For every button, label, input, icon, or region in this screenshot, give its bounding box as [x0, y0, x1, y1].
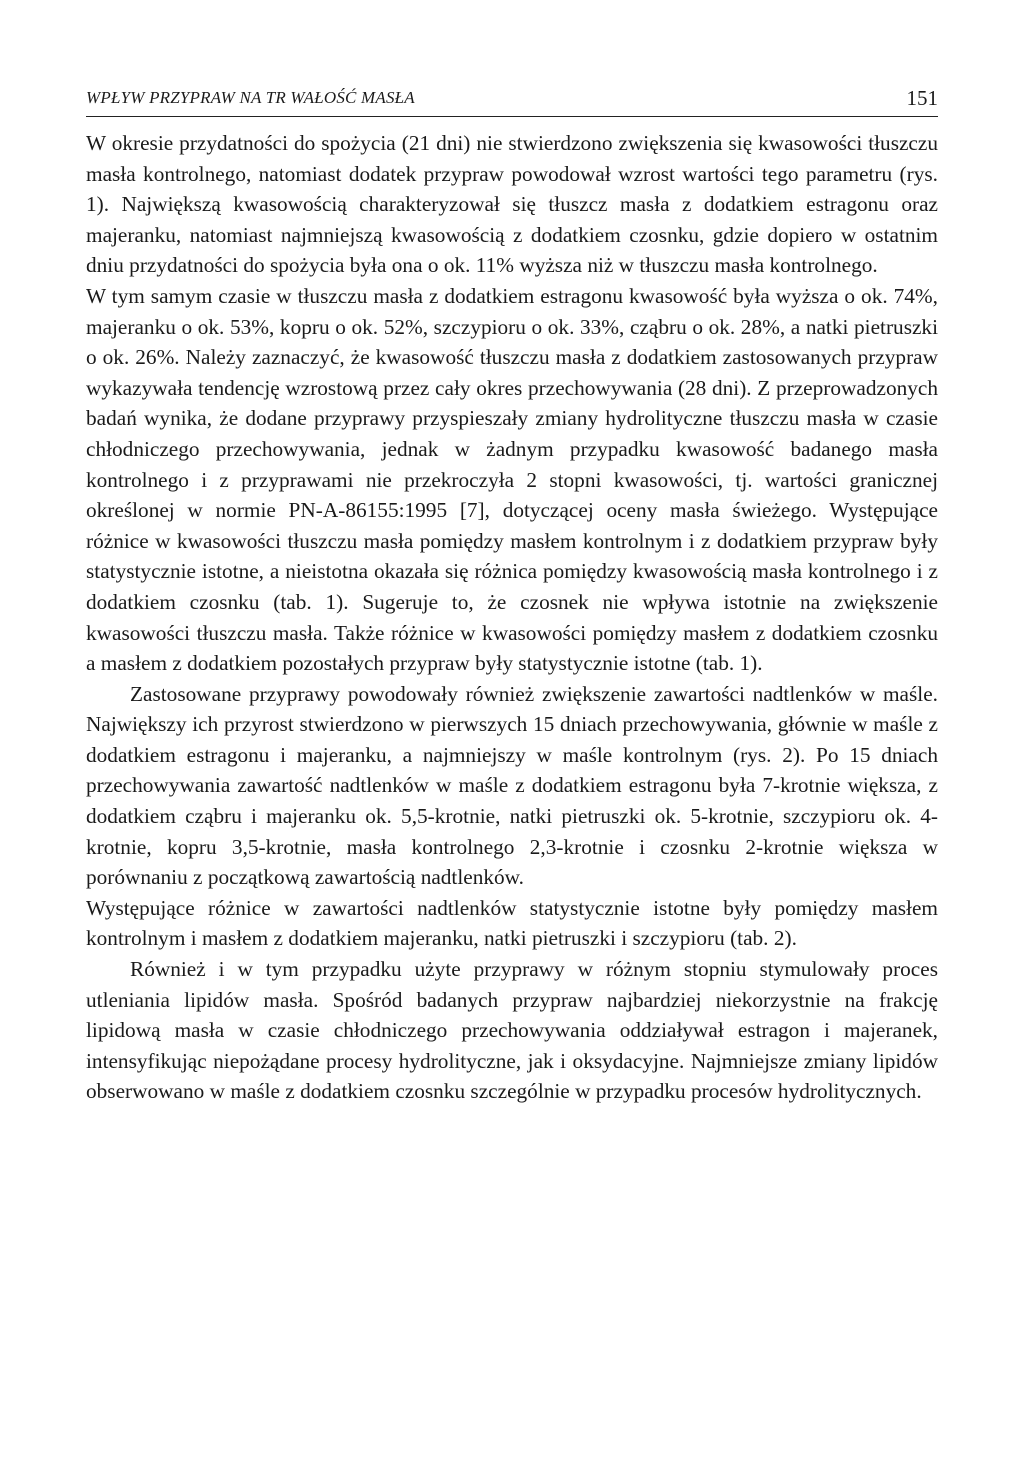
running-title: WPŁYW PRZYPRAW NA TR WAŁOŚĆ MASŁA — [86, 88, 415, 107]
page-number: 151 — [906, 86, 938, 110]
paragraph: Również i w tym przypadku użyte przyprawy w różnym stopniu stymulowały proces utleniania lipidów masła. Spośród badanych przypraw najbardziej niekorzystnie na frakcję lipidową masła w czasie chłodniczego przechowywania oddziaływał estragon i majeranek, intensyfikując niepożądane procesy hydrolityczne, jak i oksydacyjne. Najmniejsze zmiany lipidów obserwowano w maśle z dodatkiem czosnku szczególnie w przypadku procesów hydrolitycznych. — [86, 957, 938, 1104]
paragraph: W tym samym czasie w tłuszczu masła z dodatkiem estragonu kwasowość była wyższa o ok. 74%, majeranku o ok. 53%, kopru o ok. 52%, szczypioru o ok. 33%, cząbru o ok. 28%, a natki pietruszki o ok. 26%. Należy zaznaczyć, że kwasowość tłuszczu masła z dodatkiem zastosowanych przypraw wykazywała tendencję wzrostową przez cały okres przechowywania (28 dni). Z przeprowadzonych badań wynika, że dodane przyprawy przyspieszały zmiany hydrolityczne tłuszczu masła w czasie chłodniczego przechowywania, jednak w żadnym przypadku kwasowość badanego masła kontrolnego i z przyprawami nie przekroczyła 2 stopni kwasowości, tj. wartości granicznej określonej w normie PN-A-86155:1995 [7], dotyczącej oceny masła świeżego. Występujące różnice w kwasowości tłuszczu masła pomiędzy masłem kontrolnym i z dodatkiem przypraw były statystycznie istotne, a nieistotna okazała się różnica pomiędzy kwasowością masła kontrolnego i z dodatkiem czosnku (tab. 1). Sugeruje to, że czosnek nie wpływa istotnie na zwiększenie kwasowości tłuszczu masła. Także różnice w kwasowości pomiędzy masłem z dodatkiem czosnku a masłem z dodatkiem pozostałych przypraw były statystycznie istotne (tab. 1). — [86, 283, 938, 676]
article-body — [86, 128, 938, 1107]
paragraph: W okresie przydatności do spożycia (21 dni) nie stwierdzono zwiększenia się kwasowości tłuszczu masła kontrolnego, natomiast dodatek przypraw powodował wzrost wartości tego parametru (rys. 1). Największą kwasowością charakteryzował się tłuszcz masła z dodatkiem estragonu oraz majeranku, natomiast najmniejszą kwasowością z dodatkiem czosnku, gdzie dopiero w ostatnim dniu przydatności do spożycia była ona o ok. 11% wyższa niż w tłuszczu masła kontrolnego. — [86, 131, 938, 278]
page-header — [86, 86, 938, 117]
paragraph: Występujące różnice w zawartości nadtlenków statystycznie istotne były pomiędzy masłem kontrolnym i masłem z dodatkiem majeranku, natki pietruszki i szczypioru (tab. 2). — [86, 895, 938, 951]
paragraph: Zastosowane przyprawy powodowały również zwiększenie zawartości nadtlenków w maśle. Największy ich przyrost stwierdzono w pierwszych 15 dniach przechowywania, głównie w maśle z dodatkiem estragonu i majeranku, a najmniejszy w maśle kontrolnym (rys. 2). Po 15 dniach przechowywania zawartość nadtlenków w maśle z dodatkiem estragonu była 7-krotnie większa, z dodatkiem cząbru i majeranku ok. 5,5-krotnie, natki pietruszki ok. 5-krotnie, szczypioru ok. 4-krotnie, kopru 3,5-krotnie, masła kontrolnego 2,3-krotnie i czosnku 2-krotnie większa w porównaniu z początkową zawartością nadtlenków. — [86, 681, 938, 890]
